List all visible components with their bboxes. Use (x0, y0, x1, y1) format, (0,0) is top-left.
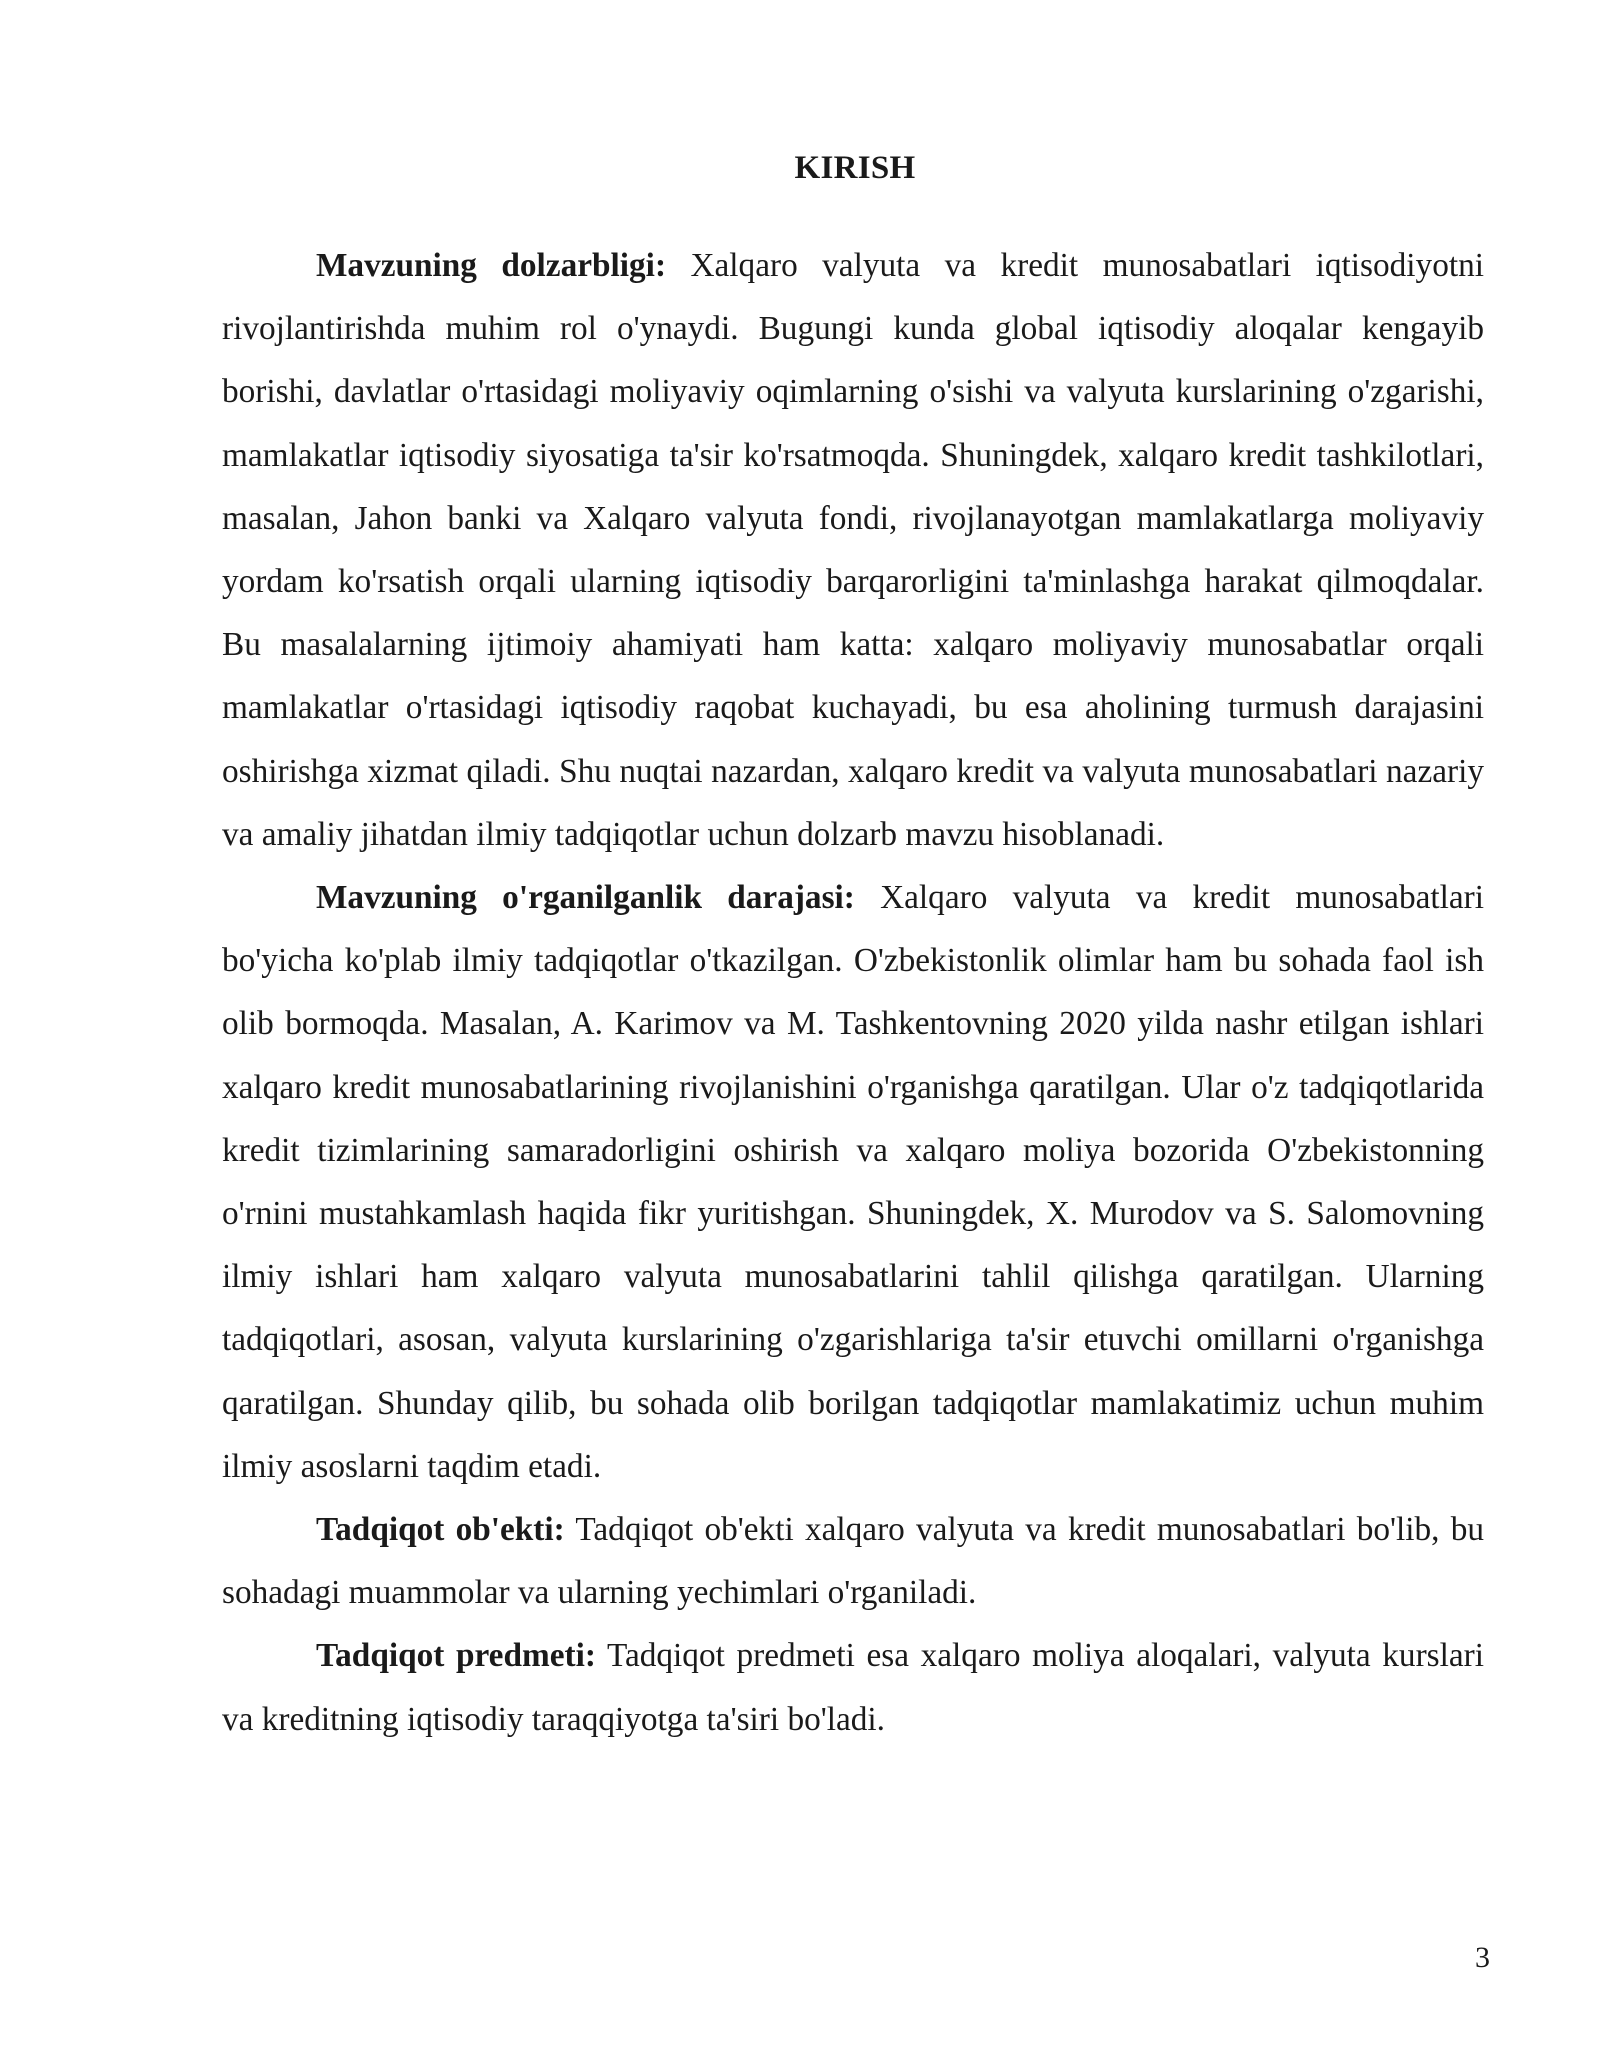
document-body (222, 234, 1484, 1751)
paragraph-label: Mavzuning dolzarbligi: (316, 247, 667, 284)
paragraph-text: Xalqaro valyuta va kredit munosabatlari bo'yicha ko'plab ilmiy tadqiqotlar o'tkazilgan. O'zbekistonlik olimlar ham bu sohada faol ish olib bormoqda. Masalan, A. Karimov va M. Tashkentovning 2020 yilda nashr etilgan ishlari xalqaro kredit munosabatlarining rivojlanishini o'rganishga qaratilgan. Ular o'z tadqiqotlarida kredit tizimlarining samaradorligini oshirish va xalqaro moliya bozorida O'zbekistonning o'rnini mustahkamlash haqida fikr yuritishgan. Shuningdek, X. Murodov va S. Salomovning ilmiy ishlari ham xalqaro valyuta munosabatlarini tahlil qilishga qaratilgan. Ularning tadqiqotlari, asosan, valyuta kurslarining o'zgarishlariga ta'sir etuvchi omillarni o'rganishga qaratilgan. Shunday qilib, bu sohada olib borilgan tadqiqotlar mamlakatimiz uchun muhim ilmiy asoslarni taqdim etadi. (222, 879, 1484, 1485)
page-number: 3 (1475, 1941, 1490, 1974)
paragraph-relevance (222, 234, 1484, 866)
paragraph-label: Tadqiqot ob'ekti: (316, 1511, 565, 1549)
paragraph-label: Tadqiqot predmeti: (316, 1637, 596, 1675)
paragraph-text: Xalqaro valyuta va kredit munosabatlari iqtisodiyotni rivojlantirishda muhim rol o'ynaydi. Bugungi kunda global iqtisodiy aloqalar kengayib borishi, davlatlar o'rtasidagi moliyaviy oqimlarning o'sishi va valyuta kurslarining o'zgarishi, mamlakatlar iqtisodiy siyosatiga ta'sir ko'rsatmoqda. Shuningdek, xalqaro kredit tashkilotlari, masalan, Jahon banki va Xalqaro valyuta fondi, rivojlanayotgan mamlakatlarga moliyaviy yordam ko'rsatish orqali ularning iqtisodiy barqarorligini ta'minlashga harakat qilmoqdalar. Bu masalalarning ijtimoiy ahamiyati ham katta: xalqaro moliyaviy munosabatlar orqali mamlakatlar o'rtasidagi iqtisodiy raqobat kuchayadi, bu esa aholining turmush darajasini oshirishga xizmat qiladi. Shu nuqtai nazardan, xalqaro kredit va valyuta munosabatlari nazariy va amaliy jihatdan ilmiy tadqiqotlar uchun dolzarb mavzu hisoblanadi. (222, 247, 1484, 853)
page-heading: KIRISH (794, 150, 916, 186)
paragraph-text: Tadqiqot ob'ekti xalqaro valyuta va kredit munosabatlari bo'lib, bu sohadagi muammolar va ularning yechimlari o'rganiladi. (222, 1511, 1485, 1612)
paragraph-degree-of-study (222, 866, 1484, 1498)
paragraph-text: Tadqiqot predmeti esa xalqaro moliya aloqalari, valyuta kurslari va kreditning iqtisodiy taraqqiyotga ta'siri bo'ladi. (222, 1637, 1484, 1738)
paragraph-label: Mavzuning o'rganilganlik darajasi: (316, 879, 855, 917)
paragraph-research-subject (222, 1624, 1484, 1750)
paragraph-research-object (222, 1498, 1484, 1624)
